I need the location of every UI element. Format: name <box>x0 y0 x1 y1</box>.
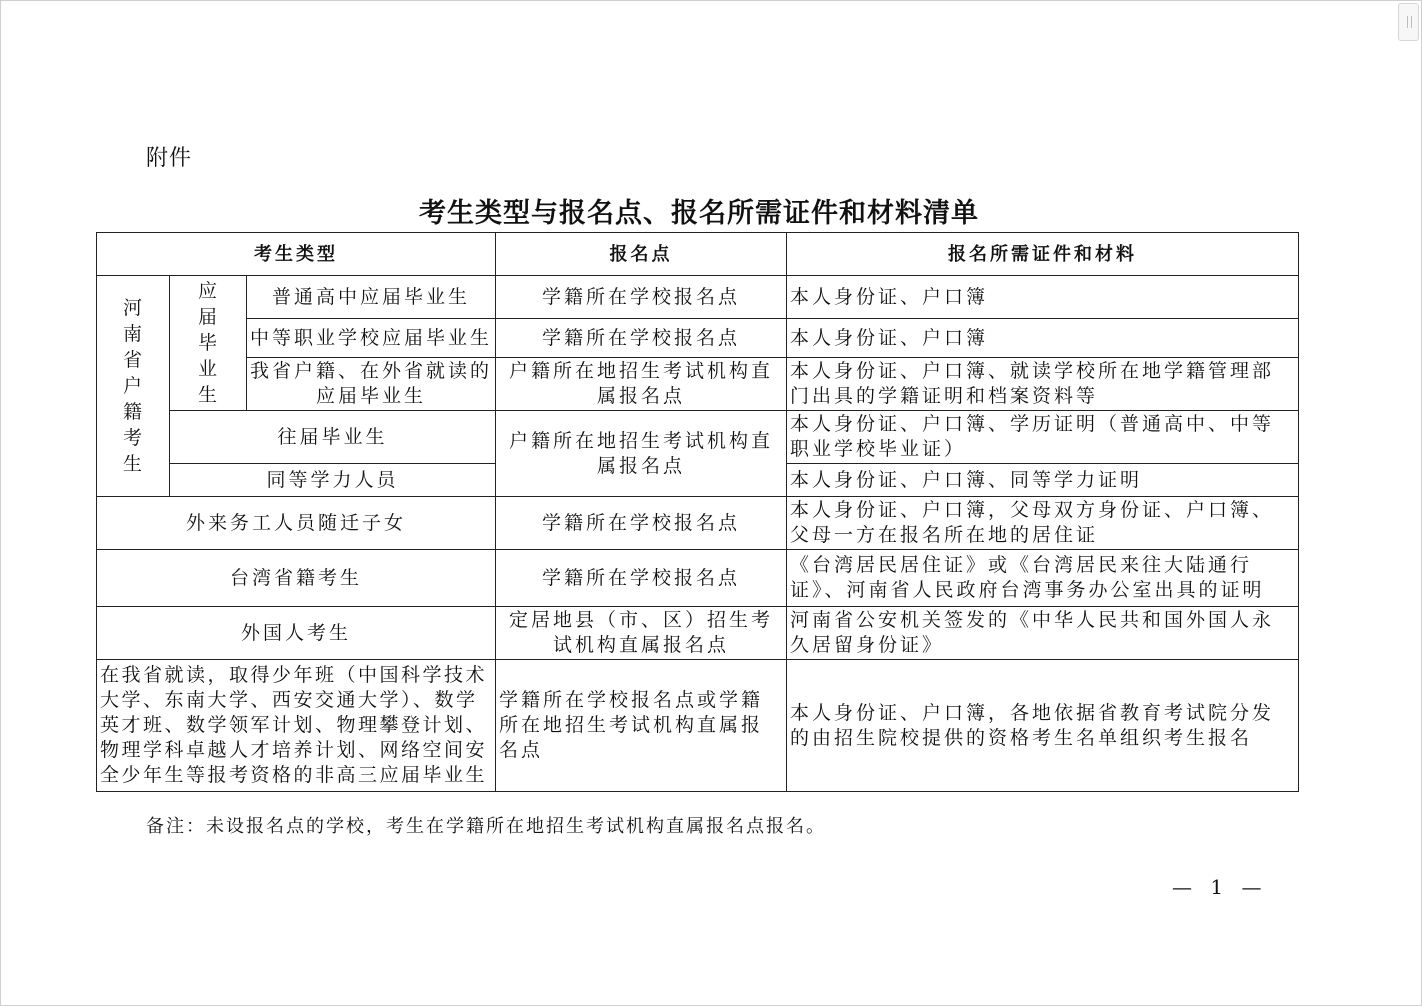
row7-location: 学籍所在学校报名点 <box>496 550 787 607</box>
row5-type: 同等学力人员 <box>170 464 496 497</box>
attachment-label: 附件 <box>146 146 193 171</box>
table-row <box>97 550 1299 607</box>
table-header-row <box>97 233 1299 276</box>
table-row <box>97 607 1299 660</box>
row3-location: 户籍所在地招生考试机构直属报名点 <box>496 358 787 411</box>
row1-type: 普通高中应届毕业生 <box>247 276 496 319</box>
row4-location: 户籍所在地招生考试机构直属报名点 <box>496 411 787 497</box>
page-number: — 1 — <box>1172 875 1268 899</box>
row8-materials: 河南省公安机关签发的《中华人民共和国外国人永久居留身份证》 <box>787 607 1299 660</box>
henan-group-cell <box>97 276 170 497</box>
row3-materials: 本人身份证、户口簿、就读学校所在地学籍管理部门出具的学籍证明和档案资料等 <box>787 358 1299 411</box>
row4-materials: 本人身份证、户口簿、学历证明（普通高中、中等职业学校毕业证） <box>787 411 1299 464</box>
row6-materials: 本人身份证、户口簿，父母双方身份证、户口簿、父母一方在报名所在地的居住证 <box>787 497 1299 550</box>
materials-table <box>96 232 1299 792</box>
row2-materials: 本人身份证、户口簿 <box>787 319 1299 358</box>
row5-materials: 本人身份证、户口簿、同等学力证明 <box>787 464 1299 497</box>
table-row <box>97 319 1299 358</box>
header-candidate-type: 考生类型 <box>97 233 496 276</box>
row1-location: 学籍所在学校报名点 <box>496 276 787 319</box>
row9-type: 在我省就读，取得少年班（中国科学技术大学、东南大学、西安交通大学）、数学英才班、数学领军计划、物理攀登计划、物理学科卓越人才培养计划、网络空间安全少年生等报考资格的非高三应届毕业生 <box>97 660 496 792</box>
table-row <box>97 660 1299 792</box>
header-required-materials: 报名所需证件和材料 <box>787 233 1299 276</box>
graduate-group-label: 应届毕业生 <box>198 280 221 406</box>
graduate-group-cell <box>170 276 247 411</box>
row2-location: 学籍所在学校报名点 <box>496 319 787 358</box>
row7-materials: 《台湾居民居住证》或《台湾居民来往大陆通行证》、河南省人民政府台湾事务办公室出具的证明 <box>787 550 1299 607</box>
row8-type: 外国人考生 <box>97 607 496 660</box>
row2-type: 中等职业学校应届毕业生 <box>247 319 496 358</box>
table-row <box>97 276 1299 319</box>
row9-location: 学籍所在学校报名点或学籍所在地招生考试机构直属报名点 <box>496 660 787 792</box>
row7-type: 台湾省籍考生 <box>97 550 496 607</box>
henan-group-label: 河南省户籍考生 <box>123 297 146 475</box>
table-row <box>97 358 1299 411</box>
table-row <box>97 497 1299 550</box>
row8-location: 定居地县（市、区）招生考试机构直属报名点 <box>496 607 787 660</box>
table-row <box>97 411 1299 464</box>
row1-materials: 本人身份证、户口簿 <box>787 276 1299 319</box>
document-title: 考生类型与报名点、报名所需证件和材料清单 <box>419 198 979 229</box>
row6-location: 学籍所在学校报名点 <box>496 497 787 550</box>
row6-type: 外来务工人员随迁子女 <box>97 497 496 550</box>
header-registration-point: 报名点 <box>496 233 787 276</box>
row4-type: 往届毕业生 <box>170 411 496 464</box>
row9-materials: 本人身份证、户口簿，各地依据省教育考试院分发的由招生院校提供的资格考生名单组织考生报名 <box>787 660 1299 792</box>
row3-type: 我省户籍、在外省就读的应届毕业生 <box>247 358 496 411</box>
scroll-handle[interactable] <box>1398 3 1419 41</box>
footnote: 备注：未设报名点的学校，考生在学籍所在地招生考试机构直属报名点报名。 <box>146 816 826 837</box>
